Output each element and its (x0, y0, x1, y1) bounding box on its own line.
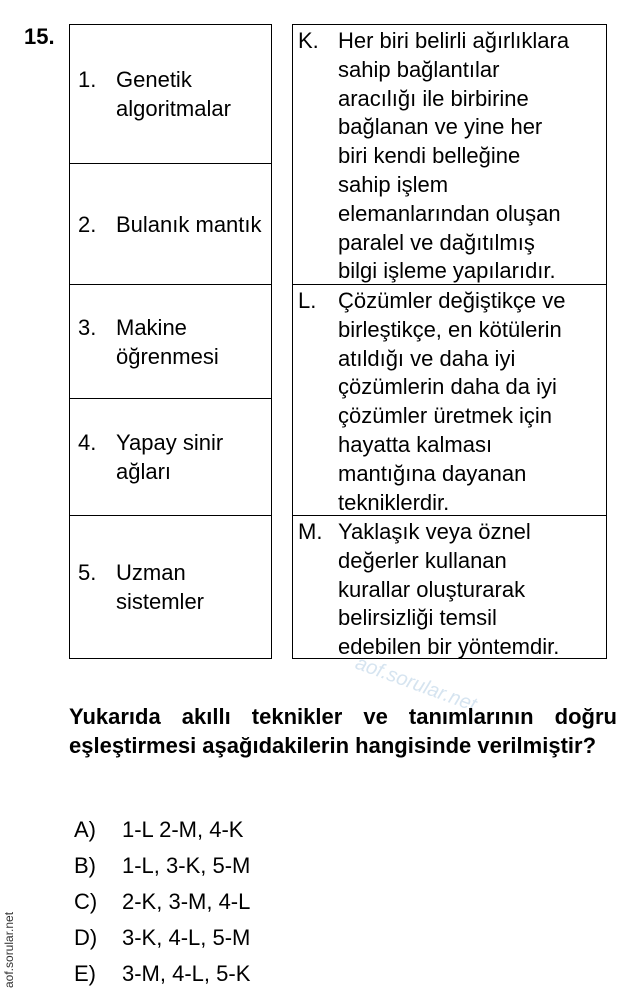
definition-letter: M. (298, 519, 323, 544)
option-c[interactable] (74, 884, 250, 920)
option-b[interactable] (74, 848, 250, 884)
technique-number: 1. (78, 67, 97, 92)
option-a[interactable] (74, 812, 250, 848)
option-label: D) (74, 925, 98, 950)
option-e[interactable] (74, 956, 250, 992)
definition-row (293, 285, 606, 516)
question-text: Yukarıda akıllı teknikler ve tanımlarının doğru eşleştirmesi aşağıdakilerin hangisinde verilmiştir? (69, 704, 617, 758)
option-text: 1-L, 3-K, 5-M (122, 853, 251, 878)
option-text: 1-L 2-M, 4-K (122, 817, 244, 842)
option-label: B) (74, 853, 96, 878)
technique-name: Yapay sinir ağları (116, 430, 224, 484)
watermark: aof.sorular.net (352, 652, 480, 717)
technique-row (70, 399, 271, 516)
technique-number: 5. (78, 559, 97, 585)
technique-row (70, 164, 271, 285)
technique-name: Bulanık mantık (116, 211, 262, 237)
technique-number: 2. (78, 211, 97, 237)
option-label: A) (74, 817, 96, 842)
definition-letter: L. (298, 288, 317, 313)
technique-number: 4. (78, 430, 97, 455)
definitions-table (292, 24, 607, 659)
definition-row (293, 25, 606, 285)
question-number: 15. (24, 24, 55, 49)
option-label: C) (74, 889, 98, 914)
option-text: 2-K, 3-M, 4-L (122, 889, 251, 914)
option-label: E) (74, 961, 96, 986)
definition-text: Her biri belirli ağırlıklara sahip bağlantılar aracılığı ile birbirine bağlanan ve yine her biri kendi belleğine sahip işlem elemanlarından oluşan paralel ve dağıtılmış bilgi işleme yapılarıdır. (338, 28, 570, 284)
option-d[interactable] (74, 920, 250, 956)
side-watermark: aof.sorular.net (2, 911, 16, 988)
technique-name: Genetik algoritmalar (116, 67, 231, 121)
definition-text: Yaklaşık veya öznel değerler kullanan kurallar oluşturarak belirsizliği temsil edebilen bir yöntemdir. (338, 519, 560, 660)
definition-text: Çözümler değiştikçe ve birleştikçe, en kötülerin atıldığı ve daha iyi çözümlerin daha da iyi çözümler üretmek için hayatta kalması mantığına dayanan teknikler​dir. (338, 288, 566, 515)
definition-letter: K. (298, 28, 319, 53)
option-text: 3-M, 4-L, 5-K (122, 961, 251, 986)
technique-name: Makine öğrenmesi (116, 314, 219, 369)
technique-row (70, 516, 271, 657)
answer-options (74, 812, 250, 992)
technique-row (70, 285, 271, 399)
technique-number: 3. (78, 314, 97, 340)
technique-row (70, 25, 271, 164)
option-text: 3-K, 4-L, 5-M (122, 925, 251, 950)
definition-row (293, 516, 606, 660)
technique-name: Uzman sistemler (116, 559, 205, 614)
techniques-table (69, 24, 272, 659)
